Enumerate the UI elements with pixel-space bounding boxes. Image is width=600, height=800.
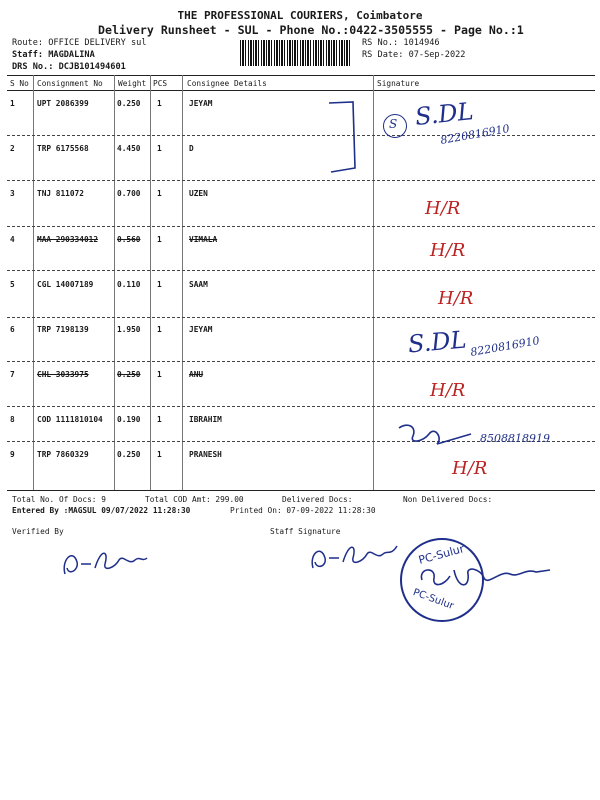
- col-divider: [373, 75, 374, 490]
- cell-weight: 0.250: [117, 370, 141, 379]
- cell-consignee: PRANESH: [189, 450, 222, 459]
- row-separator: [7, 226, 595, 227]
- cell-consignment: TRP 6175568: [37, 144, 89, 153]
- non-delivered-docs: Non Delivered Docs:: [403, 495, 493, 504]
- col-header-weight: Weight: [118, 79, 147, 88]
- row-separator: [7, 406, 595, 407]
- header-bottom-rule: [7, 90, 595, 91]
- table-bottom-rule: [7, 490, 595, 491]
- cell-consignee: SAAM: [189, 280, 208, 289]
- row-separator: [7, 270, 595, 271]
- cell-weight: 0.250: [117, 99, 141, 108]
- cell-consignee: ANU: [189, 370, 204, 379]
- cell-pcs: 1: [157, 280, 162, 289]
- col-divider: [33, 75, 34, 490]
- cell-pcs: 1: [157, 235, 162, 244]
- cell-sno: 6: [10, 325, 15, 334]
- staff-label: Staff: MAGDALINA: [12, 50, 95, 60]
- cell-sno: 9: [10, 450, 15, 459]
- stamp-text-top: PC-Sulur: [417, 542, 466, 567]
- cell-consignment: TRP 7860329: [37, 450, 89, 459]
- cell-pcs: 1: [157, 415, 162, 424]
- cell-consignment: COD 1111810104: [37, 415, 103, 424]
- cell-consignee: VIMALA: [189, 235, 218, 244]
- phone-row6: 8220816910: [469, 334, 541, 359]
- row-separator: [7, 180, 595, 181]
- col-header-sno: S No: [10, 79, 29, 88]
- cell-weight: 1.950: [117, 325, 141, 334]
- hr-mark-row7: H/R: [430, 380, 466, 401]
- cell-weight: 0.560: [117, 235, 141, 244]
- cell-consignment: UPT 2086399: [37, 99, 89, 108]
- verified-by-label: Verified By: [12, 527, 64, 536]
- cell-consignment: MAA 290334012: [37, 235, 99, 244]
- hr-mark-row9: H/R: [452, 458, 488, 479]
- col-header-consignee: Consignee Details: [187, 79, 267, 88]
- hr-mark-row5: H/R: [438, 288, 474, 309]
- cell-sno: 2: [10, 144, 15, 153]
- cell-pcs: 1: [157, 325, 162, 334]
- cell-consignment: TRP 7198139: [37, 325, 89, 334]
- barcode: [240, 40, 352, 66]
- cell-sno: 3: [10, 189, 15, 198]
- stamp-text-bottom: PC-Sulur: [411, 587, 456, 612]
- hr-mark-row3: H/R: [425, 198, 461, 219]
- hr-mark-row4: H/R: [430, 240, 466, 261]
- verifier-signature: [55, 538, 155, 582]
- table-top-rule: [7, 75, 595, 76]
- rs-number: RS No.: 1014946: [362, 38, 440, 48]
- runsheet-subtitle: Delivery Runsheet - SUL - Phone No.:0422-3505555 - Page No.:1: [98, 23, 524, 37]
- cell-weight: 4.450: [117, 144, 141, 153]
- col-header-consignment: Consignment No: [37, 79, 103, 88]
- cell-consignee: JEYAM: [189, 325, 213, 334]
- ink-circle: S: [383, 114, 407, 138]
- cell-pcs: 1: [157, 370, 162, 379]
- cell-sno: 7: [10, 370, 15, 379]
- cell-sno: 5: [10, 280, 15, 289]
- drs-number: DRS No.: DCJB101494601: [12, 62, 126, 72]
- signature-row6: S.DL: [406, 325, 468, 359]
- entered-by: Entered By :MAGSUL 09/07/2022 11:28:30: [12, 506, 191, 515]
- cell-sno: 8: [10, 415, 15, 424]
- ink-scribble-row8: [395, 420, 475, 452]
- stamp-signature: [414, 560, 554, 596]
- row-separator: [7, 317, 595, 318]
- col-divider: [150, 75, 151, 490]
- cell-weight: 0.110: [117, 280, 141, 289]
- ink-bracket: [325, 98, 365, 178]
- cell-consignee: D: [189, 144, 194, 153]
- route-label: Route: OFFICE DELIVERY sul: [12, 38, 147, 48]
- phone-row1: 8220816910: [439, 122, 511, 147]
- signature-row1: S.DL: [413, 97, 475, 131]
- cell-weight: 0.190: [117, 415, 141, 424]
- cell-pcs: 1: [157, 144, 162, 153]
- staff-signature: [305, 534, 405, 578]
- cell-consignee: UZEN: [189, 189, 208, 198]
- company-title: THE PROFESSIONAL COURIERS, Coimbatore: [177, 9, 423, 22]
- phone-row8: 8508818919: [480, 432, 550, 445]
- col-header-signature: Signature: [377, 79, 420, 88]
- cell-sno: 4: [10, 235, 15, 244]
- rs-date: RS Date: 07-Sep-2022: [362, 50, 466, 60]
- cell-consignment: CGL 14007189: [37, 280, 94, 289]
- row-separator: [7, 361, 595, 362]
- cell-pcs: 1: [157, 450, 162, 459]
- cell-consignment: CHL 3033975: [37, 370, 89, 379]
- printed-on: Printed On: 07-09-2022 11:28:30: [230, 506, 376, 515]
- staff-signature-label: Staff Signature: [270, 527, 341, 536]
- cell-pcs: 1: [157, 99, 162, 108]
- delivered-docs: Delivered Docs:: [282, 495, 353, 504]
- total-docs: Total No. Of Docs: 9: [12, 495, 106, 504]
- cell-sno: 1: [10, 99, 15, 108]
- cell-weight: 0.250: [117, 450, 141, 459]
- col-divider: [182, 75, 183, 490]
- cell-pcs: 1: [157, 189, 162, 198]
- cell-consignee: JEYAM: [189, 99, 213, 108]
- col-header-pcs: PCS: [153, 79, 168, 88]
- col-divider: [114, 75, 115, 490]
- total-cod: Total COD Amt: 299.00: [145, 495, 244, 504]
- cell-consignee: IBRAHIM: [189, 415, 222, 424]
- cell-weight: 0.700: [117, 189, 141, 198]
- cell-consignment: TNJ 811072: [37, 189, 84, 198]
